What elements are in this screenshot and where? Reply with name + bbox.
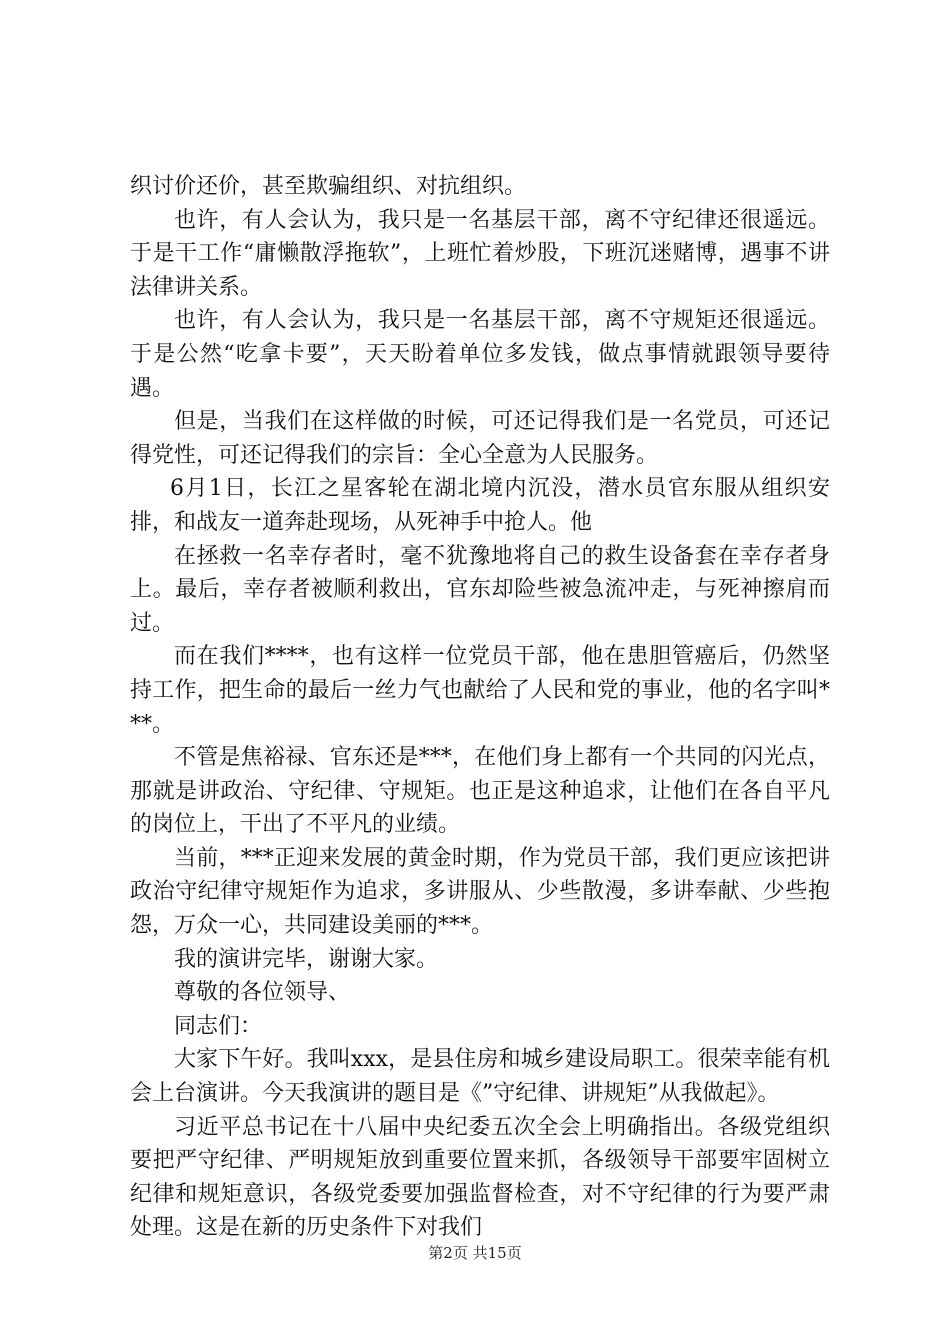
paragraph: 我的演讲完毕，谢谢大家。 xyxy=(174,946,439,972)
paragraph: 同志们： xyxy=(174,1013,263,1039)
page-number-footer: 第2页 共15页 xyxy=(428,1244,522,1262)
paragraph: 织讨价还价，甚至欺骗组织、对抗组织。 xyxy=(130,174,527,199)
paragraph: 不管是焦裕禄、官东还是***，在他们身上都有一个共同的闪光点，那就是讲政治、守纪律、守规矩。也正是这种追求，让他们在各自平凡的岗位上，干出了不平凡的业绩。 xyxy=(130,745,830,838)
paragraph: 在拯救一名幸存者时，毫不犹豫地将自己的救生设备套在幸存者身上。最后，幸存者被顺利救出，官东却险些被急流冲走，与死神擦肩而过。 xyxy=(130,543,830,636)
paragraph: 也许，有人会认为，我只是一名基层干部，离不守规矩还很遥远。于是公然“吃拿卡要”，天天盼着单位多发钱，做点事情就跟领导要待遇。 xyxy=(130,308,830,401)
paragraph: 习近平总书记在十八届中央纪委五次全会上明确指出。各级党组织要把严守纪律、严明规矩放到重要位置来抓，各级领导干部要牢固树立纪律和规矩意识，各级党委要加强监督检查，对不守纪律的行为要严肃处理。这是在新的历史条件下对我们 xyxy=(130,1114,830,1241)
paragraph: 大家下午好。我叫xxx，是县住房和城乡建设局职工。很荣幸能有机会上台演讲。今天我演讲的题目是《”守纪律、讲规矩”从我做起》。 xyxy=(130,1047,830,1107)
paragraph: 而在我们****，也有这样一位党员干部，他在患胆管癌后，仍然坚持工作，把生命的最后一丝力气也献给了人民和党的事业，他的名字叫***。 xyxy=(130,644,830,737)
paragraph: 尊敬的各位领导、 xyxy=(174,980,351,1006)
paragraph: 但是，当我们在这样做的时候，可还记得我们是一名党员，可还记得党性，可还记得我们的宗旨：全心全意为人民服务。 xyxy=(130,409,830,468)
paragraph: 也许，有人会认为，我只是一名基层干部，离不守纪律还很遥远。于是干工作“庸懒散浮拖软”，上班忙着炒股，下班沉迷赌博，遇事不讲法律讲关系。 xyxy=(130,207,830,300)
paragraph: 6月1日，长江之星客轮在湖北境内沉没，潜水员官东服从组织安排，和战友一道奔赴现场，从死神手中抢人。他 xyxy=(130,476,830,535)
document-body xyxy=(130,170,830,1245)
paragraph: 当前，***正迎来发展的黄金时期，作为党员干部，我们更应该把讲政治守纪律守规矩作为追求，多讲服从、少些散漫，多讲奉献、少些抱怨，万众一心，共同建设美丽的***。 xyxy=(130,845,830,939)
